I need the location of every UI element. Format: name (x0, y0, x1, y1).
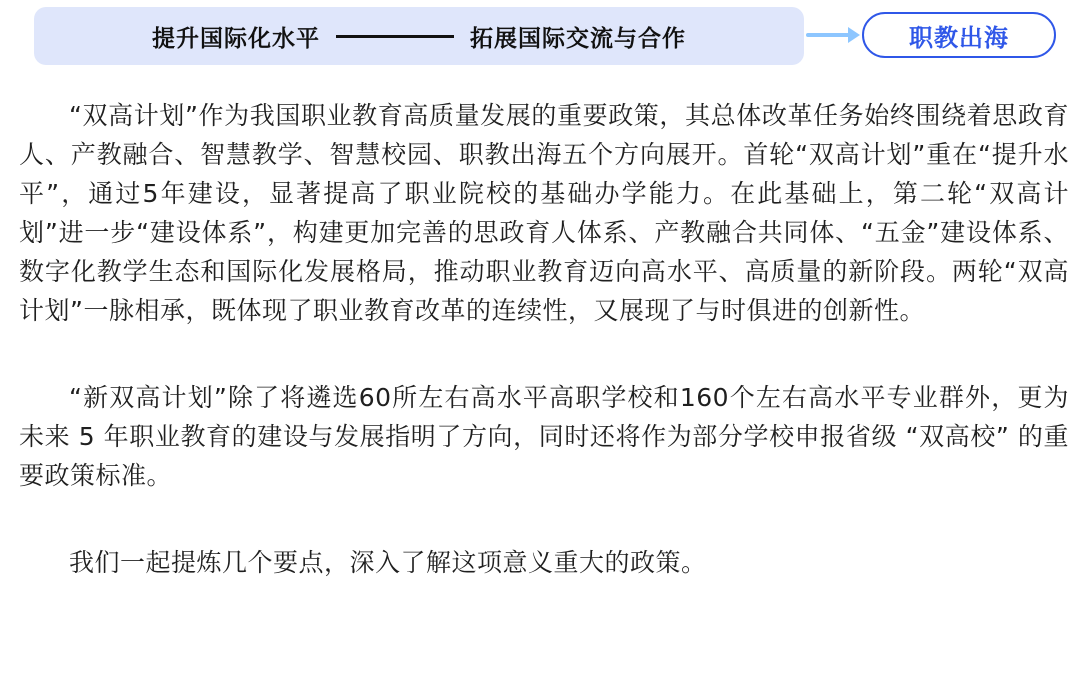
paragraph-2: “新双高计划”除了将遴选60所左右高水平高职学校和160个左右高水平专业群外，更为未来 5 年职业教育的建设与发展指明了方向，同时还将作为部分学校申报省级 “双高校” 的重要政策标准。 (19, 383, 1069, 490)
paragraph-1: “双高计划”作为我国职业教育高质量发展的重要政策，其总体改革任务始终围绕着思政育人、产教融合、智慧教学、智慧校园、职教出海五个方向展开。首轮“双高计划”重在“提升水平”，通过5年建设，显著提高了职业院校的基础办学能力。在此基础上，第二轮“双高计划”进一步“建设体系”，构建更加完善的思政育人体系、产教融合共同体、“五金”建设体系、数字化教学生态和国际化发展格局，推动职业教育迈向高水平、高质量的新阶段。两轮“双高计划”一脉相承，既体现了职业教育改革的连续性，又展现了与时俱进的创新性。 (19, 101, 1069, 325)
paragraph-3: 我们一起提炼几个要点，深入了解这项意义重大的政策。 (69, 548, 707, 577)
banner-dash (336, 35, 454, 38)
header-banner (34, 7, 804, 65)
banner-right-title: 拓展国际交流与合作 (470, 25, 686, 52)
banner-left-title: 提升国际化水平 (152, 25, 320, 52)
article-body (19, 96, 1069, 582)
header-badge: 职教出海 (862, 12, 1056, 58)
arrow-right-icon (806, 23, 862, 47)
section-header (0, 0, 1089, 74)
